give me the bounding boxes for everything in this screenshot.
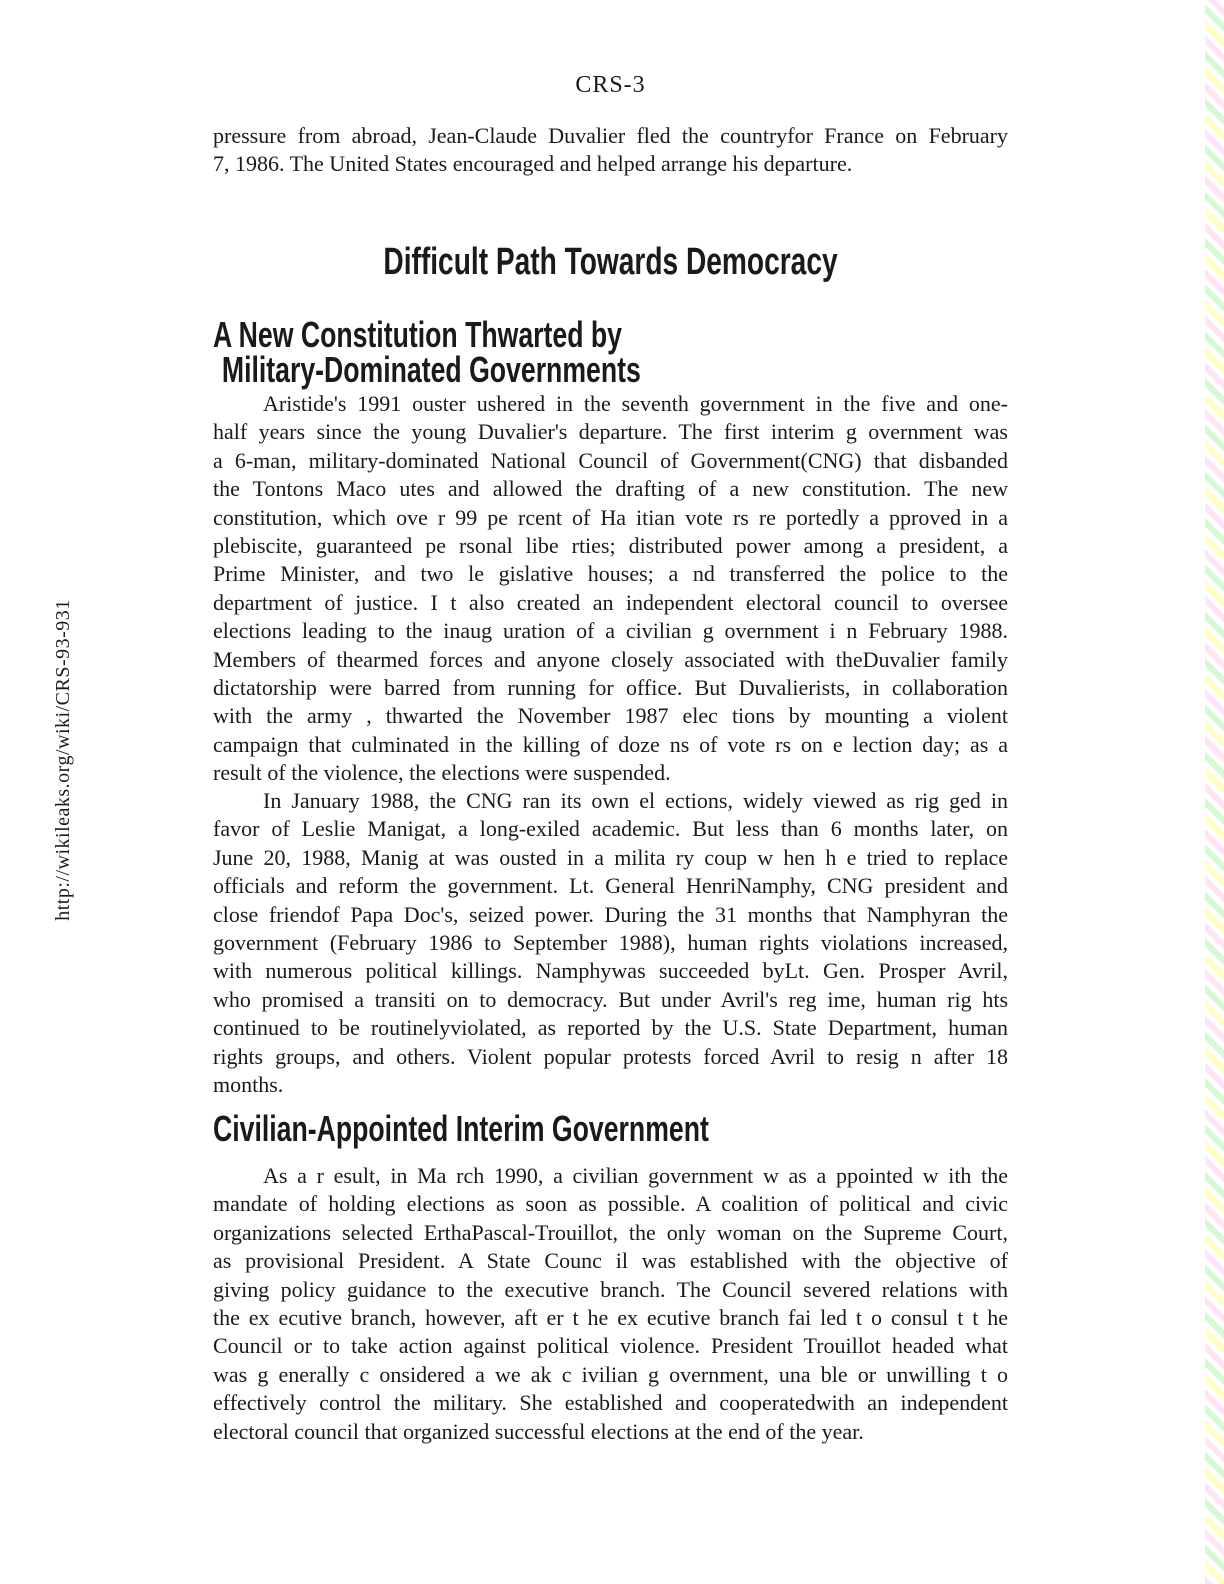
section-heading-interim-government: Civilian-Appointed Interim Government xyxy=(213,1108,709,1149)
intro-paragraph xyxy=(213,122,1008,179)
text-line: favor of Leslie Manigat, a long-exiled academic. But less than 6 months later, on xyxy=(213,816,1008,842)
text-line: department of justice. I t also created an independent electoral council to oversee xyxy=(213,589,1008,615)
main-title: Difficult Path Towards Democracy xyxy=(383,241,838,283)
text-line: with the army , thwarted the November 1987 elec tions by mounting a violent xyxy=(213,703,1008,729)
text-line: electoral council that organized successful elections at the end of the year. xyxy=(213,1418,864,1444)
text-line: elections leading to the inaug uration of a civilian g overnment i n February 1988. xyxy=(213,618,1008,644)
text-line: June 20, 1988, Manig at was ousted in a milita ry coup w hen h e tried to replace xyxy=(213,844,1008,870)
text-line: close friendof Papa Doc's, seized power. During the 31 months that Namphyran the xyxy=(213,901,1008,927)
text-line: pressure from abroad, Jean-Claude Duvalier fled the countryfor France on February xyxy=(213,123,1008,148)
text-line: with numerous political killings. Namphywas succeeded byLt. Gen. Prosper Avril, xyxy=(213,958,1008,984)
text-line: Aristide's 1991 ouster ushered in the seventh government in the five and one- xyxy=(263,391,1008,416)
text-line: organizations selected ErthaPascal-Trouillot, the only woman on the Supreme Court, xyxy=(213,1219,1008,1245)
text-line: giving policy guidance to the executive branch. The Council severed relations with xyxy=(213,1276,1008,1302)
page-header: CRS-3 xyxy=(575,72,646,98)
text-line: In January 1988, the CNG ran its own el ections, widely viewed as rig ged in xyxy=(263,788,1008,813)
text-line: effectively control the military. She established and cooperatedwith an independent xyxy=(213,1390,1008,1416)
text-line: As a r esult, in Ma rch 1990, a civilian government w as a ppointed w ith the xyxy=(263,1163,1008,1188)
text-line: government (February 1986 to September 1988), human rights violations increased, xyxy=(213,929,1008,955)
heading-line: Military-Dominated Governments xyxy=(221,349,641,390)
text-line: was g enerally c onsidered a we ak c ivilian g overnment, una ble or unwilling t o xyxy=(213,1361,1008,1387)
paragraph-cng-elections xyxy=(213,787,1008,1099)
section-heading-constitution xyxy=(213,314,641,390)
text-line: rights groups, and others. Violent popular protests forced Avril to resig n after 18 xyxy=(213,1043,1008,1069)
text-line: a 6-man, military-dominated National Council of Government(CNG) that disbanded xyxy=(213,447,1008,473)
text-line: half years since the young Duvalier's departure. The first interim g overnment was xyxy=(213,419,1008,445)
heading-line: A New Constitution Thwarted by xyxy=(213,314,622,355)
text-line: who promised a transiti on to democracy. But under Avril's reg ime, human rig hts xyxy=(213,986,1008,1012)
text-line: 7, 1986. The United States encouraged and helped arrange his departure. xyxy=(213,151,853,177)
text-line: plebiscite, guaranteed pe rsonal libe rties; distributed power among a president, a xyxy=(213,532,1008,558)
text-line: constitution, which ove r 99 pe rcent of Ha itian vote rs re portedly a pproved in a xyxy=(213,504,1008,530)
text-line: continued to be routinelyviolated, as reported by the U.S. State Department, human xyxy=(213,1015,1008,1041)
wikileaks-url-watermark: http://wikileaks.org/wiki/CRS-93-931 xyxy=(52,599,74,921)
text-line: the Tontons Maco utes and allowed the drafting of a new constitution. The new xyxy=(213,476,1008,502)
text-line: Prime Minister, and two le gislative houses; a nd transferred the police to the xyxy=(213,561,1008,587)
text-line: the ex ecutive branch, however, aft er t he ex ecutive branch fai led t o consul t t he xyxy=(213,1304,1008,1330)
text-line: dictatorship were barred from running for office. But Duvalierists, in collaboration xyxy=(213,674,1008,700)
text-line: Members of thearmed forces and anyone closely associated with theDuvalier family xyxy=(213,646,1008,672)
text-line: campaign that culminated in the killing of doze ns of vote rs on e lection day; as a xyxy=(213,731,1008,757)
paragraph-interim-government xyxy=(213,1162,1008,1446)
paragraph-constitution xyxy=(213,390,1008,787)
text-line: months. xyxy=(213,1071,284,1097)
text-line: as provisional President. A State Counc il was established with the objective of xyxy=(213,1248,1008,1274)
text-line: officials and reform the government. Lt. General HenriNamphy, CNG president and xyxy=(213,873,1008,899)
text-line: mandate of holding elections as soon as possible. A coalition of political and civic xyxy=(213,1191,1008,1217)
text-line: Council or to take action against political violence. President Trouillot headed what xyxy=(213,1333,1008,1359)
page-edge-pattern xyxy=(1205,0,1224,1584)
text-line: result of the violence, the elections were suspended. xyxy=(213,760,671,786)
